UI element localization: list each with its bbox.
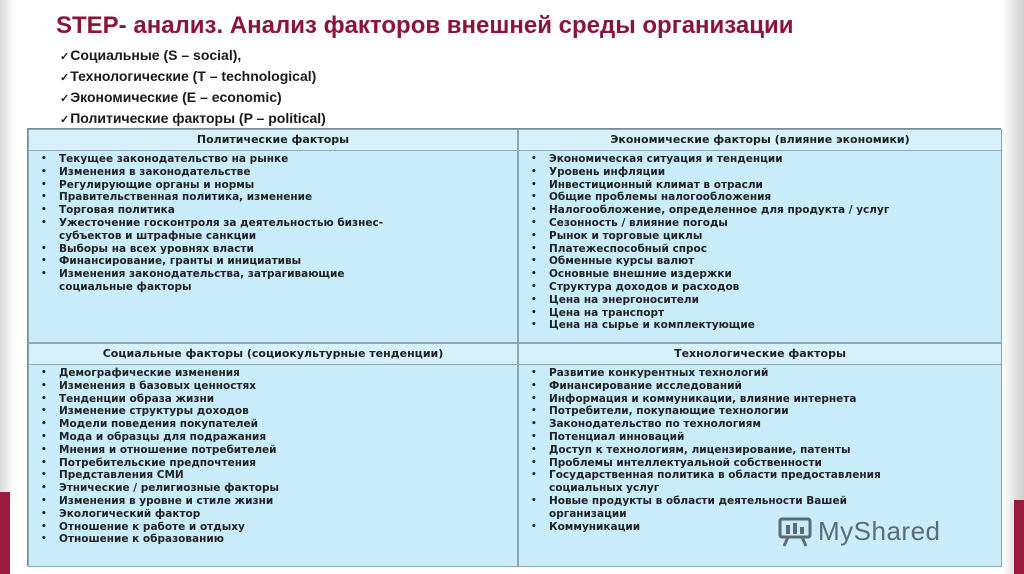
factor-item: • Проблемы интеллектуальной собственности (549, 457, 991, 470)
left-accent-bar (0, 492, 10, 574)
factor-item: • Потребительские предпочтения (59, 457, 507, 470)
factor-item: • Демографические изменения (59, 367, 507, 380)
economic-factors-cell (518, 129, 1002, 343)
right-edge-shadow (1002, 0, 1024, 574)
factor-item: • Цена на сырье и комплектующие (549, 319, 991, 332)
myshared-logo (778, 516, 941, 547)
factor-item: • Структура доходов и расходов (549, 281, 991, 294)
factor-item: • Цена на энергоносители (549, 294, 991, 307)
factor-item: • Мода и образцы для подражания (59, 431, 507, 444)
social-factors-list (29, 365, 517, 546)
factor-item: • Развитие конкурентных технологий (549, 367, 991, 380)
factor-item: • Мнения и отношение потребителей (59, 444, 507, 457)
factor-item: • Изменения в уровне и стиле жизни (59, 495, 507, 508)
factor-item: • Сезонность / влияние погоды (549, 217, 991, 230)
factor-item: • Новые продукты в области деятельности Вашей организации (549, 495, 991, 521)
factor-item: • Уровень инфляции (549, 166, 991, 179)
factor-item: • Экономическая ситуация и тенденции (549, 153, 991, 166)
presentation-board-icon (778, 517, 812, 547)
factor-item: • Общие проблемы налогообложения (549, 191, 991, 204)
social-factors-header: Социальные факторы (социокультурные тенденции) (29, 344, 517, 365)
economic-factors-list (519, 151, 1001, 332)
factor-item: • Финансирование, гранты и инициативы (59, 255, 507, 268)
intro-item: ✓ Социальные (S – social), (60, 46, 326, 67)
factor-item: • Регулирующие органы и нормы (59, 179, 507, 192)
factor-item: • Правительственная политика, изменение (59, 191, 507, 204)
factor-item: • Законодательство по технологиям (549, 418, 991, 431)
political-factors-list (29, 151, 517, 294)
factor-item: • Основные внешние издержки (549, 268, 991, 281)
factor-item: • Потребители, покупающие технологии (549, 405, 991, 418)
factor-item: • Инвестиционный климат в отрасли (549, 179, 991, 192)
economic-factors-header: Экономические факторы (влияние экономики) (519, 130, 1001, 151)
political-factors-cell (28, 129, 518, 343)
factor-item: • Рынок и торговые циклы (549, 230, 991, 243)
factor-item: • Платежеспособный спрос (549, 243, 991, 256)
factors-table (27, 128, 1001, 566)
right-accent-bar (1014, 500, 1024, 574)
factor-item: • Доступ к технологиям, лицензирование, патенты (549, 444, 991, 457)
factor-item: • Ужесточение госконтроля за деятельностью бизнес- субъектов и штрафные санкции (59, 217, 507, 243)
factor-item: • Цена на транспорт (549, 307, 991, 320)
factor-item: • Представления СМИ (59, 469, 507, 482)
intro-list (60, 46, 326, 130)
factor-item: • Торговая политика (59, 204, 507, 217)
factor-item: • Государственная политика в области предоставления социальных услуг (549, 469, 991, 495)
left-edge-shadow (0, 0, 14, 574)
factor-item: • Выборы на всех уровнях власти (59, 243, 507, 256)
factor-item: • Потенциал инноваций (549, 431, 991, 444)
factor-item: • Информация и коммуникации, влияние интернета (549, 393, 991, 406)
factor-item: • Изменения законодательства, затрагивающие социальные факторы (59, 268, 507, 294)
factor-item: • Финансирование исследований (549, 380, 991, 393)
factor-item: • Обменные курсы валют (549, 255, 991, 268)
factor-item: • Коммуникации (549, 521, 991, 534)
logo-text: MyShared (818, 516, 941, 546)
factor-item: • Тенденции образа жизни (59, 393, 507, 406)
intro-item: ✓ Политические факторы (P – political) (60, 109, 326, 130)
social-factors-cell (28, 343, 518, 567)
factor-item: • Отношение к работе и отдыху (59, 521, 507, 534)
factor-item: • Изменение структуры доходов (59, 405, 507, 418)
factor-item: • Модели поведения покупателей (59, 418, 507, 431)
factor-item: • Изменения в законодательстве (59, 166, 507, 179)
intro-item: ✓ Технологические (T – technological) (60, 67, 326, 88)
technological-factors-list (519, 365, 1001, 533)
factor-item: • Отношение к образованию (59, 533, 507, 546)
technological-factors-header: Технологические факторы (519, 344, 1001, 365)
factor-item: • Этнические / религиозные факторы (59, 482, 507, 495)
factor-item: • Изменения в базовых ценностях (59, 380, 507, 393)
factor-item: • Налогообложение, определенное для продукта / услуг (549, 204, 991, 217)
factor-item: • Экологический фактор (59, 508, 507, 521)
intro-item: ✓ Экономические (E – economic) (60, 88, 326, 109)
slide-title: STEP- анализ. Анализ факторов внешней среды организации (56, 12, 794, 39)
political-factors-header: Политические факторы (29, 130, 517, 151)
factor-item: • Текущее законодательство на рынке (59, 153, 507, 166)
